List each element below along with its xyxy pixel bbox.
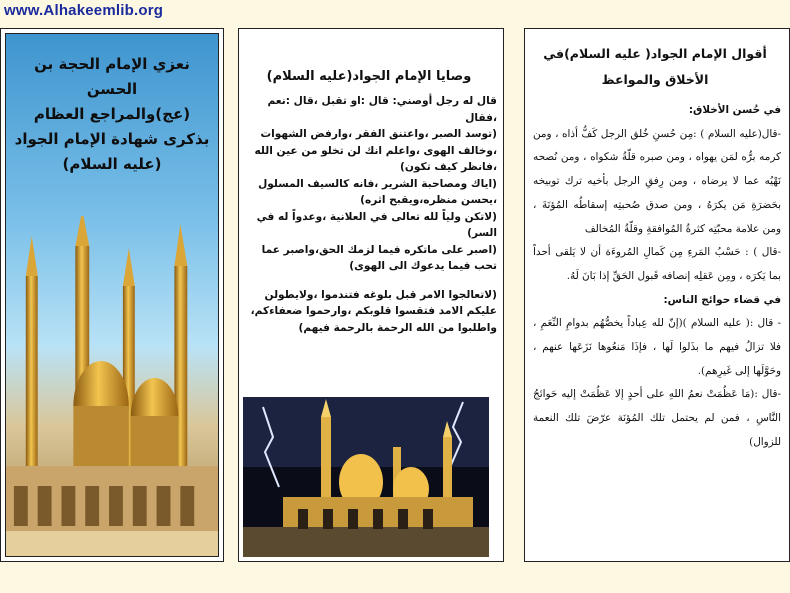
condolence-line: بذكرى شهادة الإمام الجواد [14, 130, 210, 148]
condolence-panel [0, 28, 224, 562]
condolence-line: نعزي الإمام الحجة بن الحسن [34, 55, 190, 98]
advice-paragraph: (لاتعالجوا الامر قبل بلوغه فتندموا ،ولايطولن عليكم الامد فتقسوا قلوبكم ،وارحموا ضعفاءكم، واطلبوا من الله الرحمة بالرحمة فيهم) [250, 288, 497, 334]
section-heading: في حُسن الأخلاق: [688, 104, 781, 116]
advice-paragraph: (توسد الصبر ،واعتنق الفقر ،وارفض الشهوات ،وخالف الهوى ،واعلم انك لن تخلو من عين الله ،فانظر كيف تكون) [254, 128, 497, 173]
sayings-panel [524, 28, 790, 562]
saying-paragraph: -قال(عليه السلام ) :مِن حُسنِ خُلق الرجل كَفُّ أذاه ، ومن كرمه برُّه لمَن يهواه ، ومن صبره قلّةُ شكواه ، ومن نُصحه نَهْيُه عما لا يرضاه ، ومن رِفقِ الرجل بأخيه ترك توبيخه بحَضرَةِ مَن يكرَهُ ، ومن صدق صُحبتِه إسقاطُه المُؤنَةَ ، ومن علامة محبّتِه كثرةُ المُوافقةِ وقلّةُ المُخالف [533, 127, 781, 235]
sayings-text [533, 99, 781, 455]
condolence-message [12, 52, 212, 177]
saying-paragraph: - قال :( عليه السلام )(إنّ لله عِباداً يخصُّهُم بدوامِ النِّعَمِ ، فلا تزالُ فيهم ما بذَلوا لَها ، فإذَا مَنعُوها نَزَعَها عنهم ، وحَوَّلَها إلى غَيرِهم). [533, 317, 781, 377]
section-heading: في قضاء حوائج الناس: [663, 293, 781, 306]
advice-panel [238, 28, 504, 562]
advice-paragraph: (اياك ومصاحبة الشرير ،فانه كالسيف المسلول ،يحسن منظره،ويقبح اثره) [258, 177, 497, 206]
sayings-title-line: أقوال الإمام الجواد( عليه السلام)في [543, 46, 767, 61]
sayings-title-line: الأخلاق والمواعظ [601, 72, 709, 87]
sayings-title [531, 41, 779, 93]
advice-title: وصايا الإمام الجواد(عليه السلام) [266, 69, 472, 84]
golden-shrine-image [6, 216, 218, 556]
saying-paragraph: -قال :(مَا عَظُمَتْ نعمُ اللهِ على أحدٍ إلا عَظُمَتْ إليه حَوائجُ النَّاسِ ، فمن لم يحتمل تلك المُؤنَة عرّضَ تلك النعمة للزوال) [533, 388, 781, 448]
advice-paragraph: قال له رجل أوصني: قال :او تقبل ،قال :نعم ،فقال [267, 95, 497, 124]
saying-paragraph: -قال ) : حَسْبُ المَرءِ مِن كَمالِ المُروءَة أن لا يَلقى أحداً بما يَكرَه ، ومِن عَقلِه إنصافه قَبول الحَقِّ إذا بَانَ لَهُ. [533, 246, 781, 282]
site-url[interactable]: www.Alhakeemlib.org [4, 2, 164, 19]
condolence-line: (عليه السلام) [62, 155, 162, 173]
advice-paragraph: (اصبر على ماتكره فيما لزمك الحق،واصبر عما تحب فيما يدعوك الى الهوى) [261, 243, 497, 272]
advice-text [245, 93, 497, 336]
shrine-night-photo [243, 397, 489, 557]
advice-paragraph: (لاتكن ولياً لله تعالى في العلانية ،وعدواً له في السر) [256, 210, 497, 239]
shrine-poster [5, 33, 219, 557]
condolence-line: (عج)والمراجع العظام [33, 105, 191, 123]
